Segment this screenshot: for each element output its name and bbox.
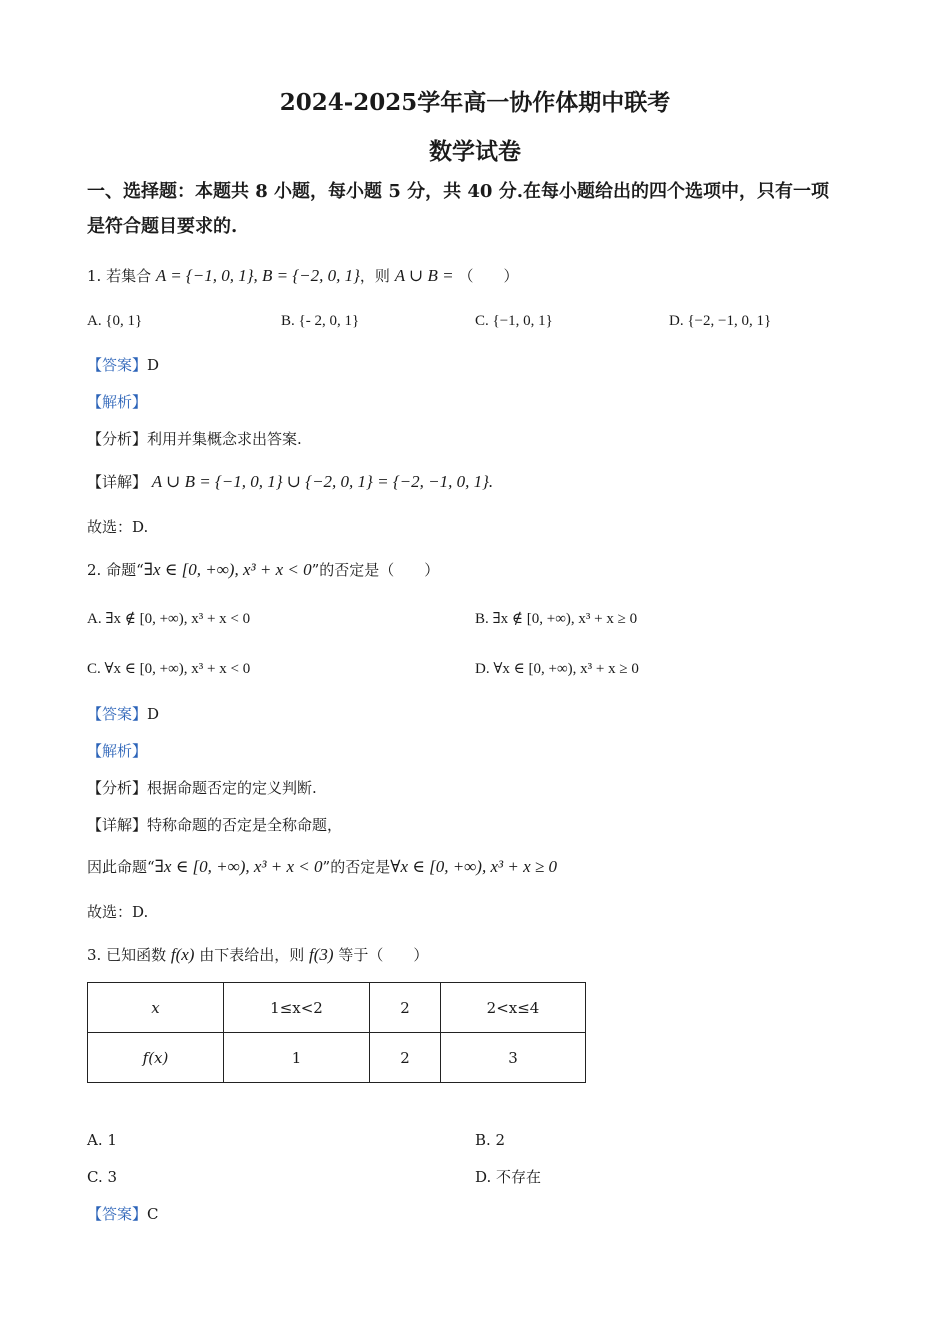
- q3-option-c: C. 3: [87, 1168, 118, 1186]
- q1-answer: [87, 354, 159, 376]
- q1-fenxi-text: 利用并集概念求出答案.: [147, 430, 302, 448]
- q2-fenxi-text: 根据命题否定的定义判断.: [147, 779, 317, 797]
- q1-stem: [87, 265, 518, 287]
- q2-stem: [87, 559, 439, 581]
- function-table: [87, 982, 586, 1083]
- q2-detail2-prefix: 因此命题“: [87, 858, 155, 876]
- table-row: [88, 983, 586, 1033]
- answer-label: 【答案】: [87, 705, 148, 723]
- q2-detail-text: 特称命题的否定是全称命题，: [147, 816, 343, 834]
- q3-prefix: 3. 已知函数: [87, 946, 167, 964]
- q3-stem: [87, 944, 428, 966]
- q2-detail2: [87, 856, 557, 878]
- table-cell: 2: [370, 983, 441, 1033]
- q1-detail-text: A ∪ B = {−1, 0, 1} ∪ {−2, 0, 1} = {−2, −1, 0, 1}.: [151, 472, 494, 491]
- table-cell: 2<x≤4: [441, 983, 586, 1033]
- q1-analysis-label: 【解析】: [87, 393, 148, 411]
- exam-subtitle: 数学试卷: [429, 138, 521, 165]
- detail-label: 【详解】: [87, 473, 148, 491]
- q3-option-a: A. 1: [87, 1131, 117, 1149]
- fenxi-label: 【分析】: [87, 779, 148, 797]
- q1-prefix: 1. 若集合: [87, 267, 152, 285]
- q2-detail2-mid: ”的否定是: [322, 858, 391, 876]
- q2-answer-value: D: [147, 705, 160, 723]
- q1-option-a: A. {0, 1}: [87, 313, 143, 329]
- q3-fx: f(x): [170, 945, 195, 964]
- q3-answer-value: C: [147, 1205, 159, 1223]
- table-cell: 1: [224, 1033, 370, 1083]
- q2-option-d: D. ∀x ∈ [0, +∞), x³ + x ≥ 0: [475, 661, 639, 677]
- table-row: [88, 1033, 586, 1083]
- q3-suffix: 等于（ ）: [338, 946, 429, 964]
- q2-option-a: A. ∃x ∉ [0, +∞), x³ + x < 0: [87, 611, 251, 627]
- q2-answer: [87, 703, 159, 725]
- table-cell: f(x): [88, 1033, 224, 1083]
- exam-title: 2024-2025学年高一协作体期中联考: [279, 89, 671, 116]
- section-heading-line1: 一、选择题：本题共 8 小题，每小题 5 分，共 40 分.在每小题给出的四个选项中，只有一项: [87, 181, 829, 202]
- table-cell: 1≤x<2: [224, 983, 370, 1033]
- table-cell: 3: [441, 1033, 586, 1083]
- answer-label: 【答案】: [87, 356, 148, 374]
- q1-conclusion: 故选：D.: [87, 518, 149, 536]
- q1-option-d: D. {−2, −1, 0, 1}: [669, 313, 772, 329]
- table-cell: 2: [370, 1033, 441, 1083]
- q1-option-c: C. {−1, 0, 1}: [475, 313, 553, 329]
- q1-expr: A ∪ B =: [394, 266, 454, 285]
- q2-detail2-result: ∀x ∈ [0, +∞), x³ + x ≥ 0: [390, 857, 557, 876]
- q2-option-c: C. ∀x ∈ [0, +∞), x³ + x < 0: [87, 661, 251, 677]
- q2-fenxi: [87, 777, 317, 799]
- q2-prefix: 2. 命题“: [87, 561, 144, 579]
- q2-proposition: ∃x ∈ [0, +∞), x³ + x < 0: [143, 560, 312, 579]
- q2-detail2-prop: ∃x ∈ [0, +∞), x³ + x < 0: [154, 857, 323, 876]
- q2-option-b: B. ∃x ∉ [0, +∞), x³ + x ≥ 0: [475, 611, 638, 627]
- section-heading-line2: 是符合题目要求的.: [87, 216, 238, 237]
- q2-detail: [87, 814, 342, 836]
- q3-f3: f(3): [309, 945, 334, 964]
- q3-answer: [87, 1203, 159, 1225]
- q2-conclusion: 故选：D.: [87, 903, 149, 921]
- q3-option-b: B. 2: [475, 1131, 506, 1149]
- detail-label: 【详解】: [87, 816, 148, 834]
- q3-mid: 由下表给出，则: [199, 946, 305, 964]
- q2-analysis-label: 【解析】: [87, 742, 148, 760]
- q1-option-b: B. {- 2, 0, 1}: [281, 313, 360, 329]
- q1-paren: （ ）: [458, 267, 519, 285]
- q1-sets: A = {−1, 0, 1}, B = {−2, 0, 1}: [155, 266, 360, 285]
- q3-option-d: D. 不存在: [475, 1168, 542, 1186]
- fenxi-label: 【分析】: [87, 430, 148, 448]
- q1-fenxi: [87, 428, 302, 450]
- answer-label: 【答案】: [87, 1205, 148, 1223]
- table-cell: x: [88, 983, 224, 1033]
- q1-answer-value: D: [147, 356, 160, 374]
- q2-suffix: ”的否定是（ ）: [311, 561, 440, 579]
- q1-then: ，则: [359, 267, 390, 285]
- q1-detail: [87, 471, 493, 493]
